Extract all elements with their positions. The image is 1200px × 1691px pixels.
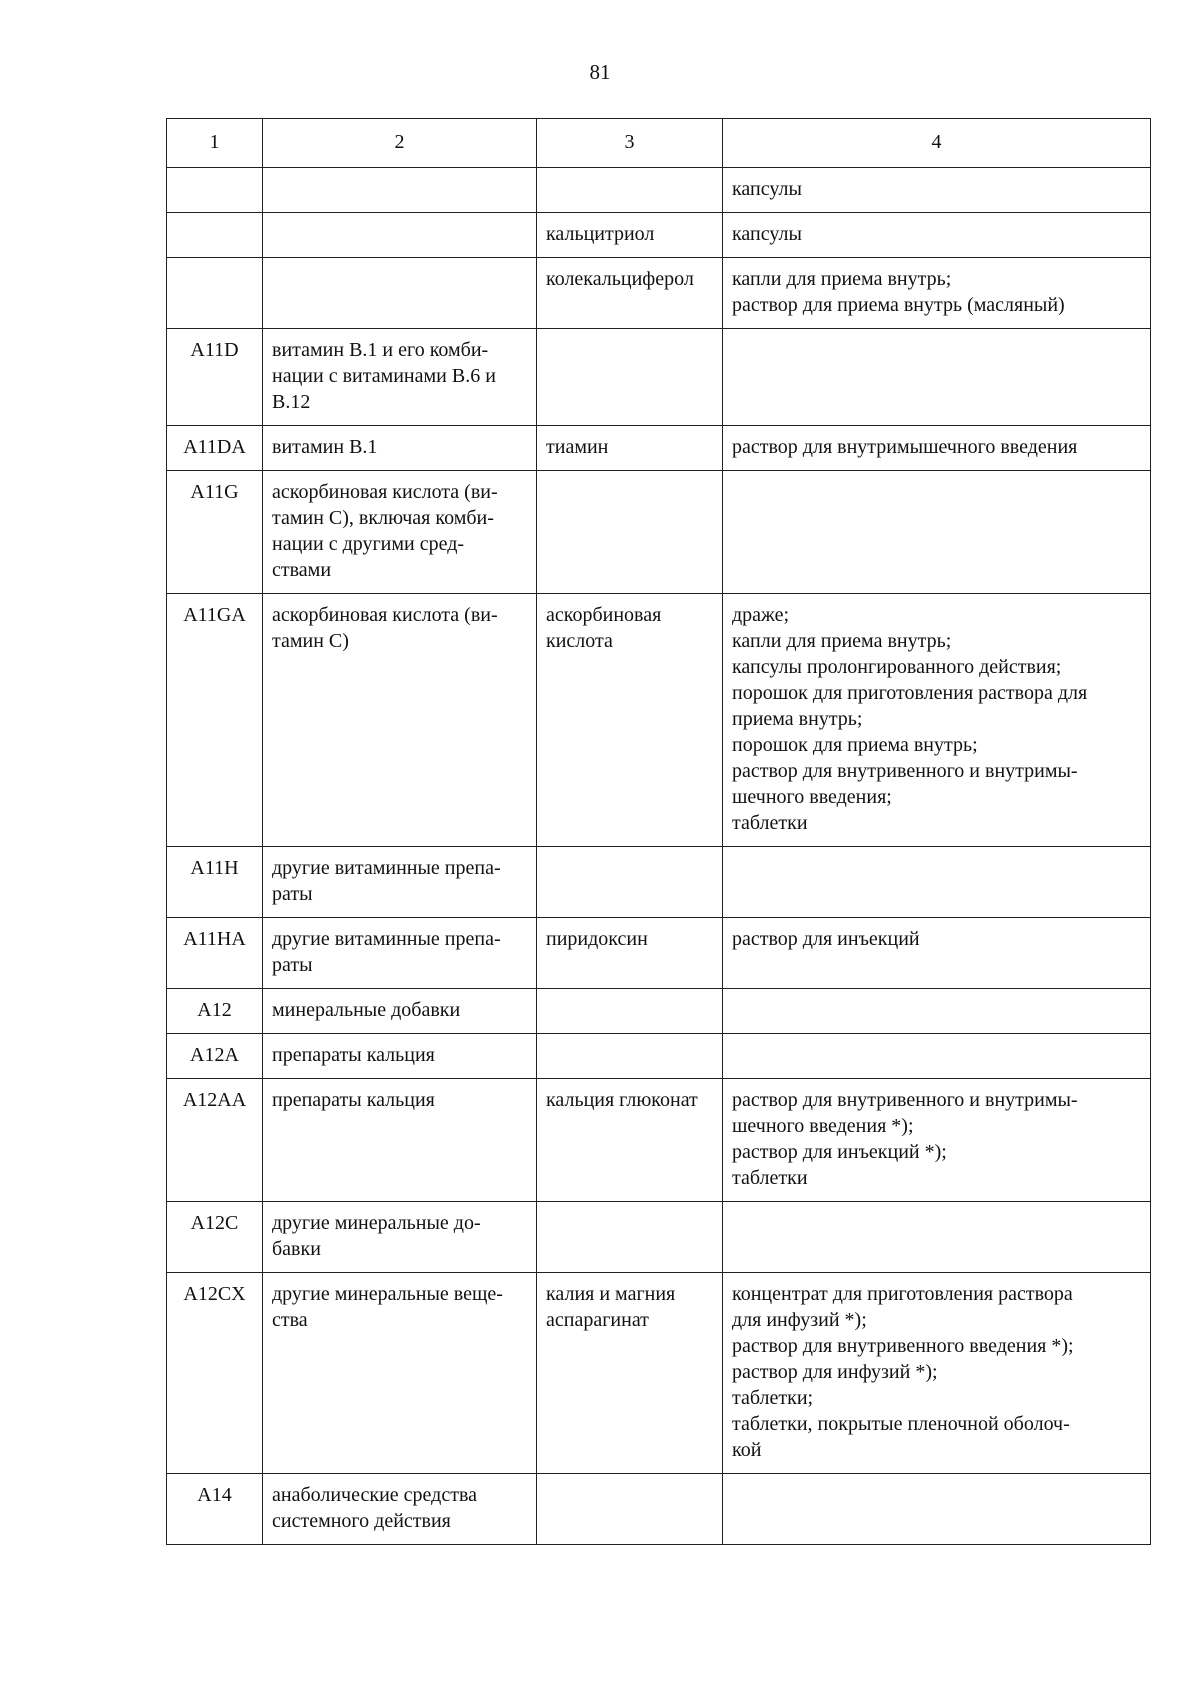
dosage-form-line: таблетки xyxy=(732,812,808,834)
table-row xyxy=(167,594,1151,847)
atc-code-cell: A11H xyxy=(167,847,263,918)
substance-line: пиридоксин xyxy=(546,928,648,950)
substance-line: калия и магния xyxy=(546,1283,676,1305)
group-name-cell xyxy=(263,426,537,471)
table-row xyxy=(167,1474,1151,1545)
group-name-line: препараты кальция xyxy=(272,1089,435,1111)
dosage-form-line: раствор для внутривенного и внутримы- xyxy=(732,1089,1078,1111)
table-row xyxy=(167,1034,1151,1079)
substance-cell xyxy=(537,1202,723,1273)
atc-code-cell: A11D xyxy=(167,329,263,426)
group-name-line: ства xyxy=(272,1309,308,1331)
group-name-line: нации с витаминами B.6 и xyxy=(272,365,496,387)
atc-code-cell: A11G xyxy=(167,471,263,594)
atc-code-cell: A12CX xyxy=(167,1273,263,1474)
dosage-form-line: кой xyxy=(732,1439,762,1461)
dosage-form-line: капли для приема внутрь; xyxy=(732,268,952,290)
group-name-line: раты xyxy=(272,954,313,976)
group-name-cell xyxy=(263,847,537,918)
dosage-form-line: шечного введения *); xyxy=(732,1115,914,1137)
dosage-form-line: раствор для внутримышечного введения xyxy=(732,436,1078,458)
atc-code-cell xyxy=(167,168,263,213)
atc-code-cell xyxy=(167,213,263,258)
atc-code-cell: A14 xyxy=(167,1474,263,1545)
atc-code-cell xyxy=(167,258,263,329)
group-name-line: раты xyxy=(272,883,313,905)
drug-table xyxy=(166,118,1151,1545)
header-row xyxy=(167,119,1151,168)
dosage-form-line: капли для приема внутрь; xyxy=(732,630,952,652)
substance-line: кальцитриол xyxy=(546,223,655,245)
table-row xyxy=(167,426,1151,471)
dosage-form-line: капсулы пролонгированного действия; xyxy=(732,656,1062,678)
table-row xyxy=(167,213,1151,258)
dosage-form-line: приема внутрь; xyxy=(732,708,863,730)
group-name-line: витамин B.1 и его комби- xyxy=(272,339,489,361)
table-row xyxy=(167,989,1151,1034)
substance-cell xyxy=(537,168,723,213)
group-name-cell xyxy=(263,329,537,426)
atc-code-cell: A11DA xyxy=(167,426,263,471)
table-row xyxy=(167,1273,1151,1474)
dosage-form-cell xyxy=(723,213,1151,258)
dosage-form-cell xyxy=(723,168,1151,213)
dosage-form-cell xyxy=(723,1034,1151,1079)
group-name-cell xyxy=(263,213,537,258)
table-row xyxy=(167,471,1151,594)
dosage-form-line: порошок для приготовления раствора для xyxy=(732,682,1088,704)
atc-code-cell: A11HA xyxy=(167,918,263,989)
group-name-line: ствами xyxy=(272,559,332,581)
dosage-form-line: шечного введения; xyxy=(732,786,892,808)
substance-cell xyxy=(537,1273,723,1474)
group-name-cell xyxy=(263,989,537,1034)
dosage-form-cell xyxy=(723,918,1151,989)
group-name-line: препараты кальция xyxy=(272,1044,435,1066)
dosage-form-cell xyxy=(723,1079,1151,1202)
dosage-form-cell xyxy=(723,1474,1151,1545)
substance-line: аспарагинат xyxy=(546,1309,649,1331)
group-name-line: тамин C) xyxy=(272,630,349,652)
group-name-line: аскорбиновая кислота (ви- xyxy=(272,604,498,626)
substance-line: тиамин xyxy=(546,436,609,458)
header-col-2: 2 xyxy=(263,119,537,168)
substance-cell xyxy=(537,213,723,258)
table-row xyxy=(167,258,1151,329)
dosage-form-cell xyxy=(723,258,1151,329)
dosage-form-line: таблетки, покрытые пленочной оболоч- xyxy=(732,1413,1070,1435)
atc-code-cell: A12C xyxy=(167,1202,263,1273)
group-name-cell xyxy=(263,1034,537,1079)
substance-cell xyxy=(537,471,723,594)
table-row xyxy=(167,1202,1151,1273)
group-name-cell xyxy=(263,594,537,847)
substance-cell xyxy=(537,1034,723,1079)
dosage-form-line: раствор для инфузий *); xyxy=(732,1361,938,1383)
dosage-form-line: порошок для приема внутрь; xyxy=(732,734,978,756)
dosage-form-line: раствор для инъекций *); xyxy=(732,1141,947,1163)
group-name-cell xyxy=(263,1202,537,1273)
dosage-form-cell xyxy=(723,847,1151,918)
header-col-4: 4 xyxy=(723,119,1151,168)
dosage-form-line: капсулы xyxy=(732,223,802,245)
group-name-line: другие витаминные препа- xyxy=(272,928,501,950)
substance-cell xyxy=(537,594,723,847)
dosage-form-line: раствор для инъекций xyxy=(732,928,920,950)
group-name-line: другие витаминные препа- xyxy=(272,857,501,879)
substance-cell xyxy=(537,1474,723,1545)
group-name-line: нации с другими сред- xyxy=(272,533,465,555)
atc-code-cell: A12A xyxy=(167,1034,263,1079)
dosage-form-line: капсулы xyxy=(732,178,802,200)
dosage-form-cell xyxy=(723,426,1151,471)
dosage-form-line: раствор для приема внутрь (масляный) xyxy=(732,294,1065,316)
dosage-form-line: драже; xyxy=(732,604,790,626)
dosage-form-line: раствор для внутривенного введения *); xyxy=(732,1335,1074,1357)
substance-cell xyxy=(537,918,723,989)
substance-cell xyxy=(537,258,723,329)
header-col-1: 1 xyxy=(167,119,263,168)
atc-code-cell: A12 xyxy=(167,989,263,1034)
group-name-line: тамин C), включая комби- xyxy=(272,507,494,529)
group-name-line: бавки xyxy=(272,1238,321,1260)
group-name-cell xyxy=(263,471,537,594)
atc-code-cell: A11GA xyxy=(167,594,263,847)
group-name-line: анаболические средства xyxy=(272,1484,477,1506)
group-name-cell xyxy=(263,1273,537,1474)
dosage-form-line: концентрат для приготовления раствора xyxy=(732,1283,1073,1305)
substance-line: кислота xyxy=(546,630,613,652)
dosage-form-cell xyxy=(723,329,1151,426)
group-name-line: другие минеральные веще- xyxy=(272,1283,503,1305)
group-name-line: B.12 xyxy=(272,391,311,413)
dosage-form-cell xyxy=(723,989,1151,1034)
group-name-cell xyxy=(263,1079,537,1202)
header-col-3: 3 xyxy=(537,119,723,168)
substance-cell xyxy=(537,329,723,426)
atc-code-cell: A12AA xyxy=(167,1079,263,1202)
substance-cell xyxy=(537,989,723,1034)
dosage-form-line: таблетки xyxy=(732,1167,808,1189)
dosage-form-line: для инфузий *); xyxy=(732,1309,867,1331)
dosage-form-cell xyxy=(723,594,1151,847)
group-name-line: системного действия xyxy=(272,1510,451,1532)
substance-cell xyxy=(537,1079,723,1202)
table-row xyxy=(167,918,1151,989)
table-row xyxy=(167,329,1151,426)
page-number: 81 xyxy=(589,60,611,84)
group-name-cell xyxy=(263,918,537,989)
dosage-form-line: таблетки; xyxy=(732,1387,814,1409)
substance-cell xyxy=(537,847,723,918)
group-name-line: минеральные добавки xyxy=(272,999,461,1021)
table-row xyxy=(167,168,1151,213)
dosage-form-line: раствор для внутривенного и внутримы- xyxy=(732,760,1078,782)
substance-line: колекальциферол xyxy=(546,268,694,290)
dosage-form-cell xyxy=(723,471,1151,594)
dosage-form-cell xyxy=(723,1202,1151,1273)
group-name-line: витамин B.1 xyxy=(272,436,378,458)
group-name-line: аскорбиновая кислота (ви- xyxy=(272,481,498,503)
substance-line: аскорбиновая xyxy=(546,604,662,626)
group-name-cell xyxy=(263,168,537,213)
group-name-cell xyxy=(263,1474,537,1545)
table-row xyxy=(167,847,1151,918)
table-row xyxy=(167,1079,1151,1202)
substance-cell xyxy=(537,426,723,471)
group-name-line: другие минеральные до- xyxy=(272,1212,481,1234)
substance-line: кальция глюконат xyxy=(546,1089,698,1111)
group-name-cell xyxy=(263,258,537,329)
dosage-form-cell xyxy=(723,1273,1151,1474)
